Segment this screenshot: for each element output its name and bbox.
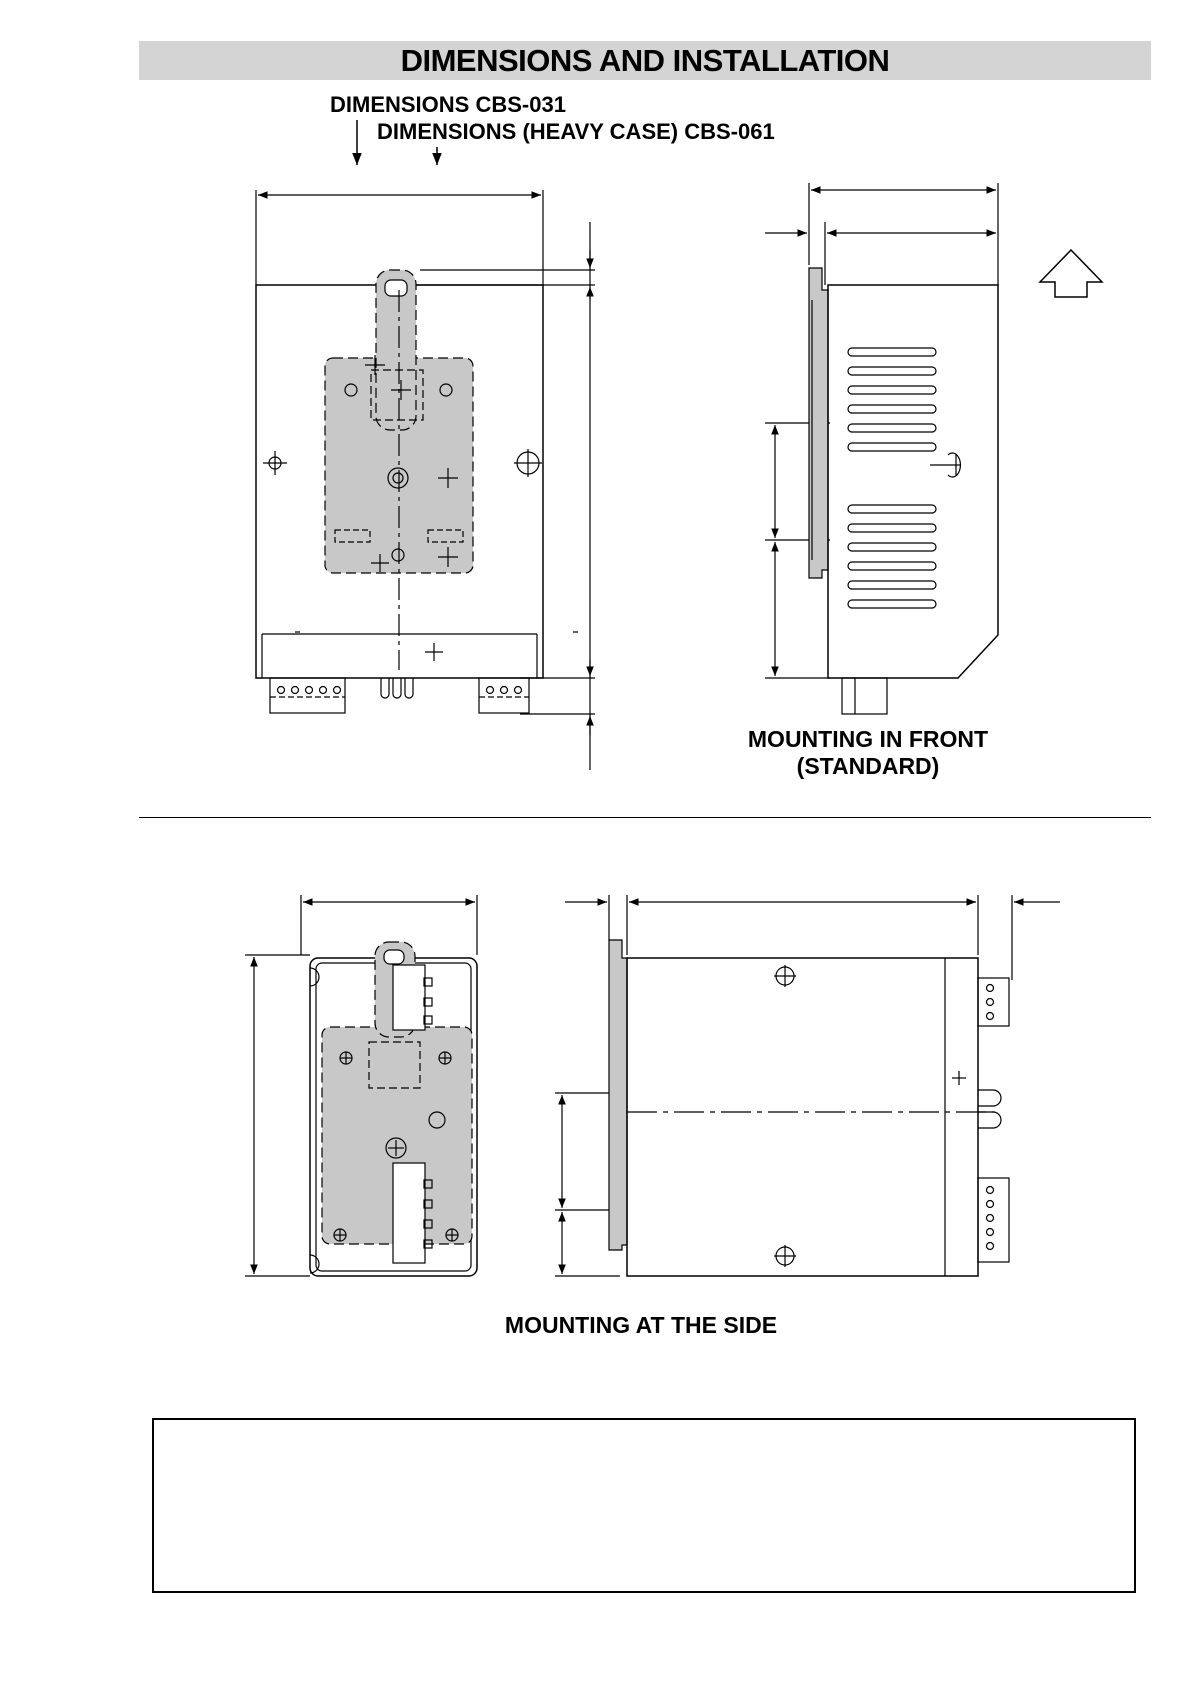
note-box [152, 1418, 1136, 1593]
side-profile-drawing [765, 183, 998, 714]
label-pointer-arrows [357, 120, 437, 165]
caption-standard: (STANDARD) [796, 753, 940, 779]
caption-mounting-front: MOUNTING IN FRONT [747, 726, 989, 752]
side-mount-front-drawing [245, 895, 477, 1276]
page-title: DIMENSIONS AND INSTALLATION [400, 42, 890, 78]
label-dimensions-cbs031: DIMENSIONS CBS-031 [330, 92, 566, 117]
label-dimensions-cbs061: DIMENSIONS (HEAVY CASE) CBS-061 [377, 119, 775, 144]
caption-mounting-side: MOUNTING AT THE SIDE [504, 1312, 778, 1338]
vent-slots [848, 348, 936, 608]
front-view-drawing [256, 190, 595, 770]
side-mount-profile-drawing [555, 895, 1060, 1276]
up-arrow-outline [1040, 250, 1102, 297]
section-divider [139, 817, 1151, 818]
